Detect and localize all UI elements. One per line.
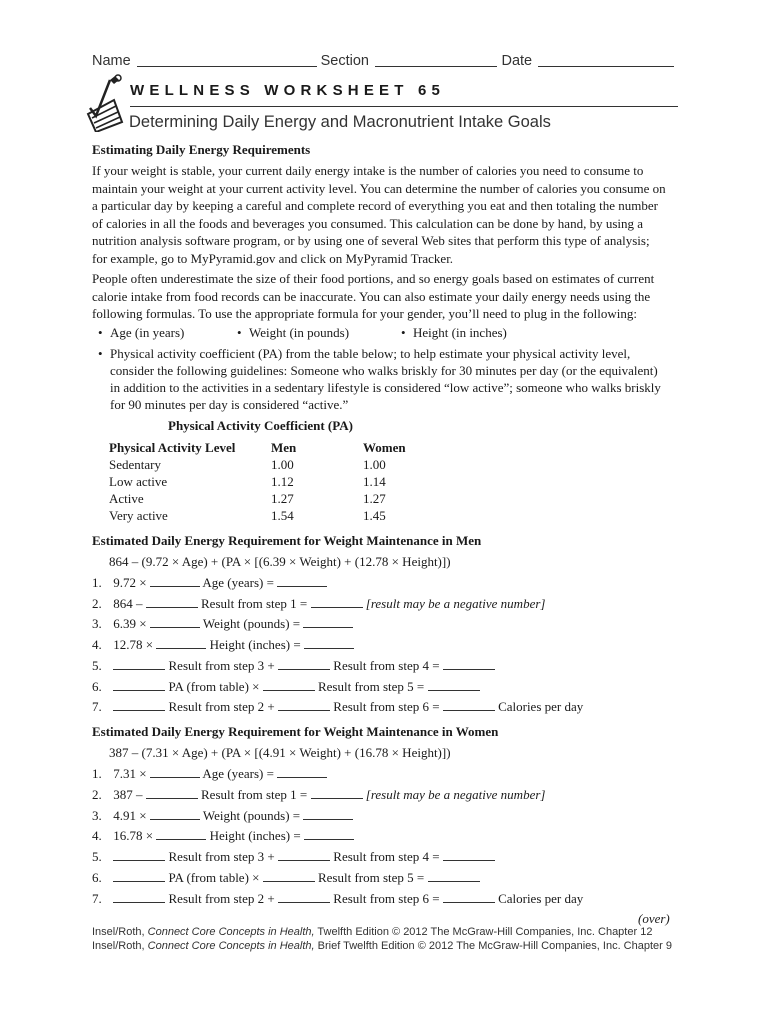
step-number: 7. [92, 699, 102, 714]
text-line: maintain your weight at your current activity level. You can determine the number of calories you consume on [92, 180, 666, 196]
men-step-1 [92, 574, 327, 591]
step-input[interactable] [113, 678, 165, 691]
step-text: 7.31 × [113, 766, 147, 781]
women-step-4 [92, 827, 354, 844]
table-cell: 1.14 [363, 474, 386, 489]
men-heading: Estimated Daily Energy Requirement for Weight Maintenance in Men [92, 533, 482, 548]
step-number: 6. [92, 679, 102, 694]
step-text: Height (inches) = [209, 828, 301, 843]
step-text: 864 – [113, 596, 143, 611]
bullet-height: Height (in inches) [413, 325, 507, 340]
table-row [109, 474, 443, 491]
step-text: Result from step 5 = [317, 679, 425, 694]
step-input[interactable] [113, 890, 165, 903]
step-input[interactable] [278, 848, 330, 861]
step-input[interactable] [277, 574, 327, 587]
step-input[interactable] [263, 869, 315, 882]
step-number: 4. [92, 828, 102, 843]
footer-book-title: Connect Core Concepts in Health, [147, 926, 315, 938]
footer-line-1 [92, 926, 712, 940]
step-text: 4.91 × [113, 808, 147, 823]
header-cell: Women [363, 440, 406, 455]
women-formula: 387 – (7.31 × Age) + (PA × [(4.91 × Weight) + (16.78 × Height)]) [109, 745, 451, 760]
date-field[interactable] [538, 52, 674, 67]
step-number: 6. [92, 870, 102, 885]
step-text: Result from step 2 + [168, 699, 275, 714]
men-step-3 [92, 615, 353, 632]
step-note: [result may be a negative number] [365, 596, 546, 611]
header-cell: Physical Activity Level [109, 440, 236, 455]
men-step-7 [92, 698, 583, 715]
bullet-age: Age (in years) [110, 325, 185, 340]
step-text: Weight (pounds) = [202, 808, 301, 823]
table-cell: Low active [109, 474, 168, 489]
footer-book-title: Connect Core Concepts in Health, [147, 939, 315, 952]
step-note: [result may be a negative number] [365, 787, 546, 802]
text-line: consider the following guidelines: Someone who walks briskly for 30 minutes per day (or the equivalent) [110, 363, 658, 378]
step-text: Result from step 1 = [201, 596, 308, 611]
step-input[interactable] [311, 595, 363, 608]
step-text: Result from step 4 = [333, 849, 440, 864]
men-step-5 [92, 657, 495, 674]
table-row [109, 491, 443, 508]
step-input[interactable] [113, 848, 165, 861]
table-cell: 1.27 [363, 491, 386, 506]
table-cell: 1.45 [363, 508, 386, 523]
step-input[interactable] [146, 595, 198, 608]
step-input[interactable] [443, 657, 495, 670]
text-line: a particular day by keeping a careful and complete record of everything you eat and then totaling the number [92, 198, 658, 214]
step-input[interactable] [428, 678, 480, 691]
step-text: Result from step 6 = [333, 891, 440, 906]
title-divider [130, 106, 678, 107]
step-input[interactable] [443, 848, 495, 861]
footer-line-2 [92, 940, 712, 954]
section-field[interactable] [375, 52, 498, 67]
step-number: 5. [92, 658, 102, 673]
step-input[interactable] [443, 890, 495, 903]
step-input[interactable] [156, 827, 206, 840]
step-text: Calories per day [498, 891, 584, 906]
name-field[interactable] [137, 52, 317, 67]
step-text: PA (from table) × [168, 870, 260, 885]
header-cell: Men [271, 440, 297, 455]
step-number: 5. [92, 849, 102, 864]
text-line: following formulas. To use the appropriate formula for your gender, you’ll need to plug in the following: [92, 306, 637, 322]
step-input[interactable] [113, 657, 165, 670]
page-subtitle: Determining Daily Energy and Macronutrient Intake Goals [129, 113, 551, 131]
step-input[interactable] [428, 869, 480, 882]
bullet-pa: • Physical activity coefficient (PA) from the table below; to help estimate your physical activity level, consider the following guidelines: Someone who walks briskly for 30 minutes per day (or the equivalent) in addition to the activities in a sedentary lifestyle is considered “low active”; someone who walks briskly for 90 minutes per day is considered “active.” [98, 345, 698, 413]
step-input[interactable] [278, 657, 330, 670]
step-number: 2. [92, 787, 102, 802]
footer-text: Insel/Roth, [92, 939, 148, 952]
text-line: for example, go to MyPyramid.gov and click on MyPyramid Tracker. [92, 250, 454, 266]
table-cell: 1.12 [271, 474, 294, 489]
worksheet-title: WELLNESS WORKSHEET 65 [130, 82, 446, 99]
text-line: for 90 minutes per day is considered “active.” [110, 397, 349, 412]
name-label: Name [92, 53, 131, 69]
step-text: 9.72 × [113, 575, 147, 590]
women-step-6 [92, 869, 480, 886]
step-text: 12.78 × [113, 637, 154, 652]
step-number: 2. [92, 596, 102, 611]
step-input[interactable] [303, 807, 353, 820]
step-text: Result from step 1 = [201, 787, 308, 802]
step-text: Result from step 4 = [333, 658, 440, 673]
text-line: Physical activity coefficient (PA) from the table below; to help estimate your physical activity level, [110, 346, 631, 361]
step-input[interactable] [150, 765, 200, 778]
step-text: Result from step 3 + [168, 849, 275, 864]
men-step-4 [92, 636, 354, 653]
table-cell: Sedentary [109, 457, 161, 472]
step-text: Height (inches) = [209, 637, 301, 652]
step-input[interactable] [156, 636, 206, 649]
step-input[interactable] [150, 615, 200, 628]
table-row [109, 508, 443, 525]
footer-text: Insel/Roth, [92, 926, 148, 938]
text-line: of calories in all the foods and beverages you consumed. This calculation can be done by hand, by using a [92, 215, 644, 231]
step-input[interactable] [304, 636, 354, 649]
step-input[interactable] [443, 698, 495, 711]
table-cell: 1.00 [363, 457, 386, 472]
intro-paragraph-2 [92, 270, 692, 323]
step-input[interactable] [263, 678, 315, 691]
footer-text: Twelfth Edition © 2012 The McGraw-Hill Companies, Inc. Chapter 12 [314, 926, 653, 938]
step-input[interactable] [278, 698, 330, 711]
section-label: Section [320, 53, 369, 69]
footer-credits [92, 926, 712, 953]
step-text: Result from step 3 + [168, 658, 275, 673]
date-label: Date [501, 53, 533, 69]
step-text: 16.78 × [113, 828, 154, 843]
pa-table-title: Physical Activity Coefficient (PA) [168, 418, 353, 433]
step-number: 3. [92, 616, 102, 631]
women-step-2 [92, 786, 545, 803]
header-fields [92, 52, 678, 69]
step-text: Calories per day [498, 699, 584, 714]
text-line: If your weight is stable, your current daily energy intake is the number of calories you need to consume to [92, 163, 644, 178]
text-line: in addition to the activities in a sedentary lifestyle is considered “low active”; someone who walks briskly [110, 380, 661, 395]
table-cell: Active [109, 491, 144, 506]
step-input[interactable] [113, 698, 165, 711]
table-cell: 1.00 [271, 457, 294, 472]
step-input[interactable] [311, 786, 363, 799]
intro-heading: Estimating Daily Energy Requirements [92, 142, 311, 157]
step-text: Result from step 5 = [317, 870, 425, 885]
bullet-weight: Weight (in pounds) [249, 325, 350, 340]
step-input[interactable] [278, 890, 330, 903]
step-text: Weight (pounds) = [202, 616, 301, 631]
women-step-1 [92, 765, 327, 782]
step-text: 387 – [113, 787, 143, 802]
text-line: nutrition analysis software program, or by using one of several Web sites that perform this type of analysis; [92, 233, 650, 249]
step-text: Age (years) = [202, 766, 274, 781]
text-line: calorie intake from food records can be inaccurate. You can also estimate your daily energy needs using the [92, 288, 651, 304]
table-row [109, 457, 443, 474]
men-step-6 [92, 678, 480, 695]
step-number: 3. [92, 808, 102, 823]
women-heading: Estimated Daily Energy Requirement for Weight Maintenance in Women [92, 724, 499, 739]
step-input[interactable] [277, 765, 327, 778]
step-text: PA (from table) × [168, 679, 260, 694]
women-step-3 [92, 807, 353, 824]
pencil-checklist-icon [84, 74, 130, 132]
step-text: Age (years) = [202, 575, 274, 590]
over-note: (over) [638, 911, 670, 926]
step-input[interactable] [113, 869, 165, 882]
table-cell: 1.27 [271, 491, 294, 506]
step-text: Result from step 2 + [168, 891, 275, 906]
step-text: Result from step 6 = [333, 699, 440, 714]
footer-text: Brief Twelfth Edition © 2012 The McGraw-Hill Companies, Inc. Chapter 9 [314, 939, 672, 952]
step-number: 4. [92, 637, 102, 652]
intro-paragraph-1 [92, 162, 692, 268]
table-cell: Very active [109, 508, 168, 523]
step-input[interactable] [303, 615, 353, 628]
step-text: 6.39 × [113, 616, 147, 631]
women-step-7 [92, 890, 583, 907]
men-formula: 864 – (9.72 × Age) + (PA × [(6.39 × Weight) + (12.78 × Height)]) [109, 554, 451, 569]
step-input[interactable] [150, 574, 200, 587]
table-cell: 1.54 [271, 508, 294, 523]
women-step-5 [92, 848, 495, 865]
step-number: 1. [92, 766, 102, 781]
step-input[interactable] [304, 827, 354, 840]
pa-table [109, 440, 443, 525]
men-step-2 [92, 595, 545, 612]
step-input[interactable] [146, 786, 198, 799]
step-number: 7. [92, 891, 102, 906]
step-number: 1. [92, 575, 102, 590]
step-input[interactable] [150, 807, 200, 820]
text-line: People often underestimate the size of their food portions, and so energy goals based on estimates of current [92, 271, 655, 286]
table-header-row [109, 440, 443, 457]
